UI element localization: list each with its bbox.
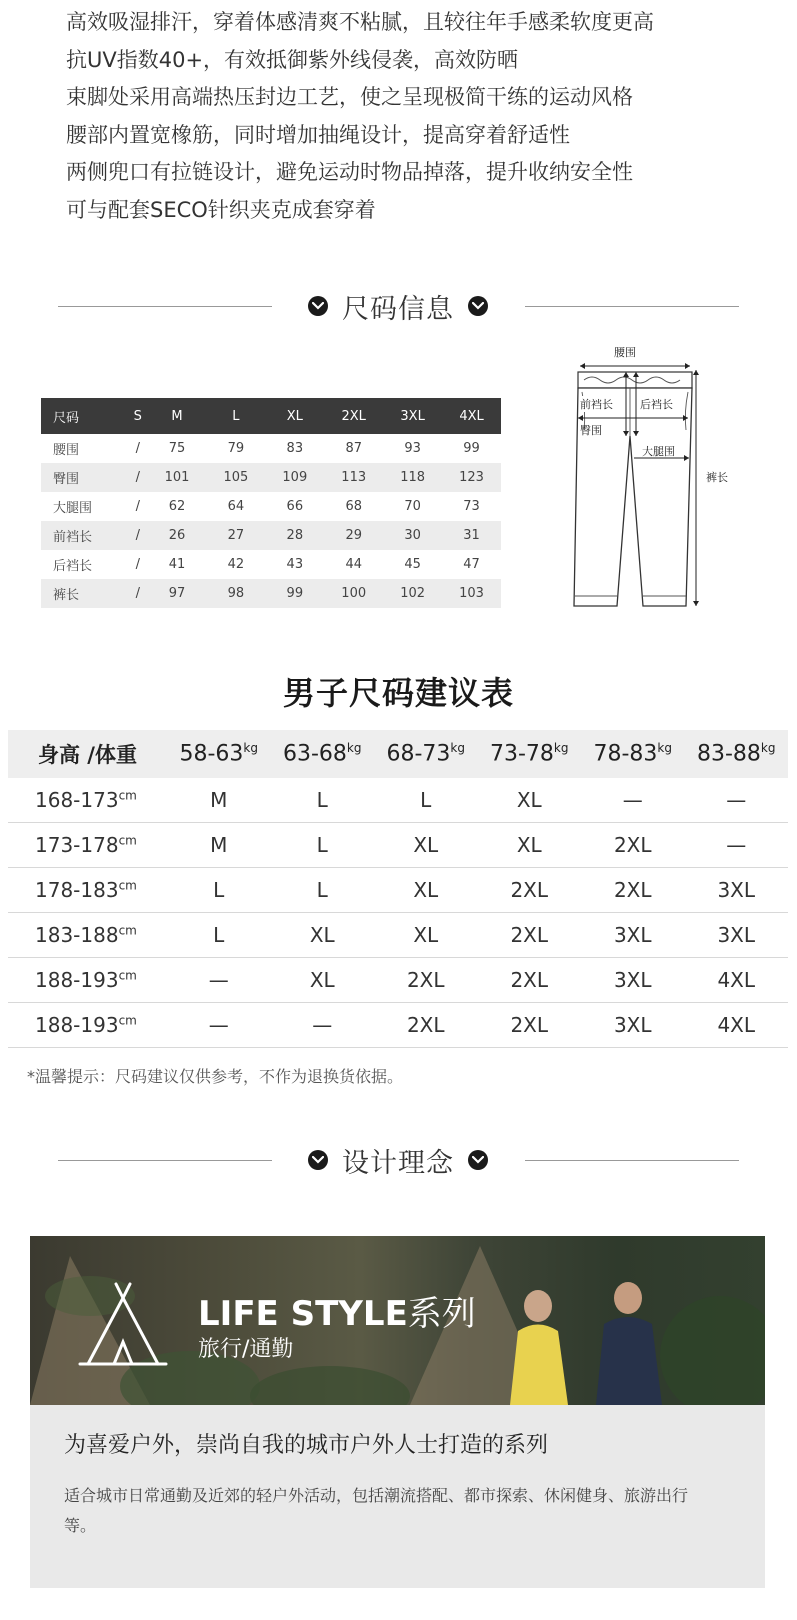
table-header-cell: M (148, 398, 207, 434)
size-cell: XL (478, 778, 582, 823)
table-cell: 109 (265, 463, 324, 492)
table-cell: 105 (206, 463, 265, 492)
divider-line (58, 1160, 272, 1161)
feature-line: 抗UV指数40+，有效抵御紫外线侵袭，高效防晒 (66, 47, 519, 72)
divider-line (525, 1160, 739, 1161)
table-row (41, 579, 501, 608)
table-cell: 41 (168, 557, 186, 572)
size-cell: 4XL (685, 958, 789, 1003)
size-cell: 3XL (685, 913, 789, 958)
table-cell: 102 (383, 579, 442, 608)
size-cell: XL (374, 823, 478, 868)
men-size-table (8, 730, 788, 1048)
banner-title-light: 系列 (407, 1294, 476, 1334)
chevron-down-icon (308, 1150, 328, 1170)
feature-line: 高效吸湿排汗，穿着体感清爽不粘腻，且较往年手感柔软度更高 (66, 10, 654, 34)
height-cell: $178-183^{cm}$ (8, 868, 167, 913)
table-cell: 70 (404, 499, 421, 514)
table-cell: / (128, 579, 148, 608)
chevron-down-icon (468, 296, 488, 316)
banner-title-bold: LIFE STYLE (198, 1294, 408, 1334)
height-cell: $183-188^{cm}$ (8, 913, 167, 958)
size-cell: L (167, 868, 271, 913)
table-cell: 75 (168, 441, 186, 456)
size-cell: M (167, 823, 271, 868)
table-cell: 98 (206, 579, 265, 608)
table-header-cell: XL (265, 398, 324, 434)
size-cell: XL (271, 913, 375, 958)
weight-header: $63-68^{kg}$ (271, 730, 375, 778)
table-cell: 118 (383, 463, 442, 492)
table-row (8, 868, 788, 913)
divider-line (525, 306, 739, 307)
table-cell: 64 (227, 499, 245, 514)
size-cell: 3XL (581, 958, 685, 1003)
size-cell: XL (271, 958, 375, 1003)
table-cell: 79 (227, 441, 245, 456)
banner-subtitle: 旅行/通勤 (198, 1337, 294, 1362)
table-cell: / (135, 557, 140, 572)
size-cell: 2XL (581, 868, 685, 913)
size-cell: 2XL (374, 1003, 478, 1048)
table-cell: 97 (148, 579, 207, 608)
table-row (8, 823, 788, 868)
chevron-down-icon (308, 296, 328, 316)
diagram-label-hip: 臀围 (580, 424, 602, 437)
table-cell: 93 (404, 441, 421, 456)
table-cell: 45 (404, 557, 421, 572)
table-cell: 42 (227, 557, 245, 572)
pants-measurement-diagram (570, 346, 770, 631)
size-cell: XL (374, 868, 478, 913)
table-row (41, 550, 501, 579)
size-cell: — (685, 778, 789, 823)
size-cell: — (167, 958, 271, 1003)
size-cell: 2XL (478, 913, 582, 958)
table-row (8, 913, 788, 958)
size-cell: 3XL (685, 868, 789, 913)
diagram-label-front-rise: 前裆长 (580, 398, 613, 411)
table-cell: 30 (383, 521, 442, 550)
lifestyle-banner (30, 1236, 765, 1405)
table-cell: 28 (265, 521, 324, 550)
feature-line: 腰部内置宽橡筋，同时增加抽绳设计，提高穿着舒适性 (66, 122, 570, 147)
size-cell: — (685, 823, 789, 868)
table-cell: 113 (324, 463, 383, 492)
table-header-cell: 2XL (324, 398, 383, 434)
table-row (8, 958, 788, 1003)
section-header-size (0, 286, 797, 326)
size-cell: 2XL (478, 958, 582, 1003)
diagram-label-back-rise: 后裆长 (640, 398, 673, 411)
table-cell: 31 (442, 521, 501, 550)
table-cell: 87 (345, 441, 362, 456)
table-row (41, 521, 501, 550)
section-title: 尺码信息 (342, 293, 454, 325)
size-cell: 2XL (478, 868, 582, 913)
size-cell: L (271, 868, 375, 913)
table-cell: 99 (463, 441, 480, 456)
height-cell: $168-173^{cm}$ (8, 778, 167, 823)
table-cell: 前裆长 (41, 521, 128, 550)
size-cell: 4XL (685, 1003, 789, 1048)
card-description: 适合城市日常通勤及近郊的轻户外活动，包括潮流搭配、都市探索、休闲健身、旅游出行等。 (64, 1486, 689, 1535)
table-cell: 100 (324, 579, 383, 608)
table-header-cell: S (128, 398, 148, 434)
feature-list (66, 4, 766, 229)
table-cell: 101 (148, 463, 207, 492)
table-cell: 裤长 (41, 579, 128, 608)
men-size-title: 男子尺码建议表 (282, 674, 514, 712)
table-header-cell: 3XL (383, 398, 442, 434)
size-table-header (41, 398, 501, 434)
table-cell: 99 (265, 579, 324, 608)
size-cell: — (271, 1003, 375, 1048)
size-cell: XL (478, 823, 582, 868)
height-cell: $173-178^{cm}$ (8, 823, 167, 868)
size-cell: — (581, 778, 685, 823)
description-card (30, 1405, 765, 1588)
size-table (41, 398, 501, 608)
table-cell: 66 (286, 499, 304, 514)
size-cell: L (374, 778, 478, 823)
height-cell: $188-193^{cm}$ (8, 958, 167, 1003)
table-cell: 73 (463, 499, 480, 514)
table-cell: / (128, 463, 148, 492)
table-cell: / (135, 499, 140, 514)
table-row (8, 1003, 788, 1048)
table-cell: / (128, 521, 148, 550)
table-cell: 83 (286, 441, 304, 456)
banner-title (198, 1286, 476, 1335)
size-cell: 2XL (478, 1003, 582, 1048)
table-cell: / (135, 441, 140, 456)
feature-line: 可与配套SECO针织夹克成套穿着 (66, 197, 376, 222)
size-cell: 2XL (374, 958, 478, 1003)
men-table-header (8, 730, 788, 778)
table-cell: 47 (463, 557, 480, 572)
corner-header: 身高 /体重 (8, 730, 167, 778)
table-cell: 大腿围 (53, 501, 93, 516)
weight-header: $68-73^{kg}$ (374, 730, 478, 778)
table-cell: 103 (442, 579, 501, 608)
table-cell: 后裆长 (53, 559, 93, 574)
table-cell: 26 (148, 521, 207, 550)
table-cell: 123 (442, 463, 501, 492)
size-cell: — (167, 1003, 271, 1048)
size-cell: XL (374, 913, 478, 958)
weight-header: $58-63^{kg}$ (167, 730, 271, 778)
table-cell: 臀围 (41, 463, 128, 492)
table-header-cell: 尺码 (41, 398, 128, 434)
weight-header: $78-83^{kg}$ (581, 730, 685, 778)
size-note: *温馨提示：尺码建议仅供参考，不作为退换货依据。 (27, 1067, 404, 1086)
feature-line: 两侧兜口有拉链设计，避免运动时物品掉落，提升收纳安全性 (66, 160, 633, 184)
table-cell: 腰围 (53, 443, 80, 458)
size-cell: 3XL (581, 913, 685, 958)
table-cell: 43 (286, 557, 304, 572)
diagram-label-thigh: 大腿围 (642, 445, 675, 458)
size-cell: L (271, 778, 375, 823)
weight-header: $73-78^{kg}$ (478, 730, 582, 778)
table-cell: 29 (324, 521, 383, 550)
table-row (41, 434, 501, 463)
table-cell: 68 (345, 499, 362, 514)
table-row (8, 778, 788, 823)
card-title: 为喜爱户外，崇尚自我的城市户外人士打造的系列 (64, 1433, 549, 1458)
table-header-cell: 4XL (442, 398, 501, 434)
size-cell: 2XL (581, 823, 685, 868)
diagram-label-waist: 腰围 (614, 346, 636, 359)
table-row (41, 492, 501, 521)
table-cell: 27 (206, 521, 265, 550)
diagram-label-length: 裤长 (706, 471, 728, 484)
chevron-down-icon (468, 1150, 488, 1170)
weight-header: $83-88^{kg}$ (685, 730, 789, 778)
size-cell: 3XL (581, 1003, 685, 1048)
table-header-cell: L (206, 398, 265, 434)
table-cell: 62 (168, 499, 186, 514)
size-cell: L (271, 823, 375, 868)
height-cell: $188-193^{cm}$ (8, 1003, 167, 1048)
size-cell: M (167, 778, 271, 823)
table-row (41, 463, 501, 492)
feature-line: 束脚处采用高端热压封边工艺，使之呈现极简干练的运动风格 (66, 85, 633, 109)
section-header-design (0, 1140, 797, 1180)
divider-line (58, 306, 272, 307)
section-title: 设计理念 (342, 1147, 454, 1179)
table-cell: 44 (345, 557, 362, 572)
size-cell: L (167, 913, 271, 958)
